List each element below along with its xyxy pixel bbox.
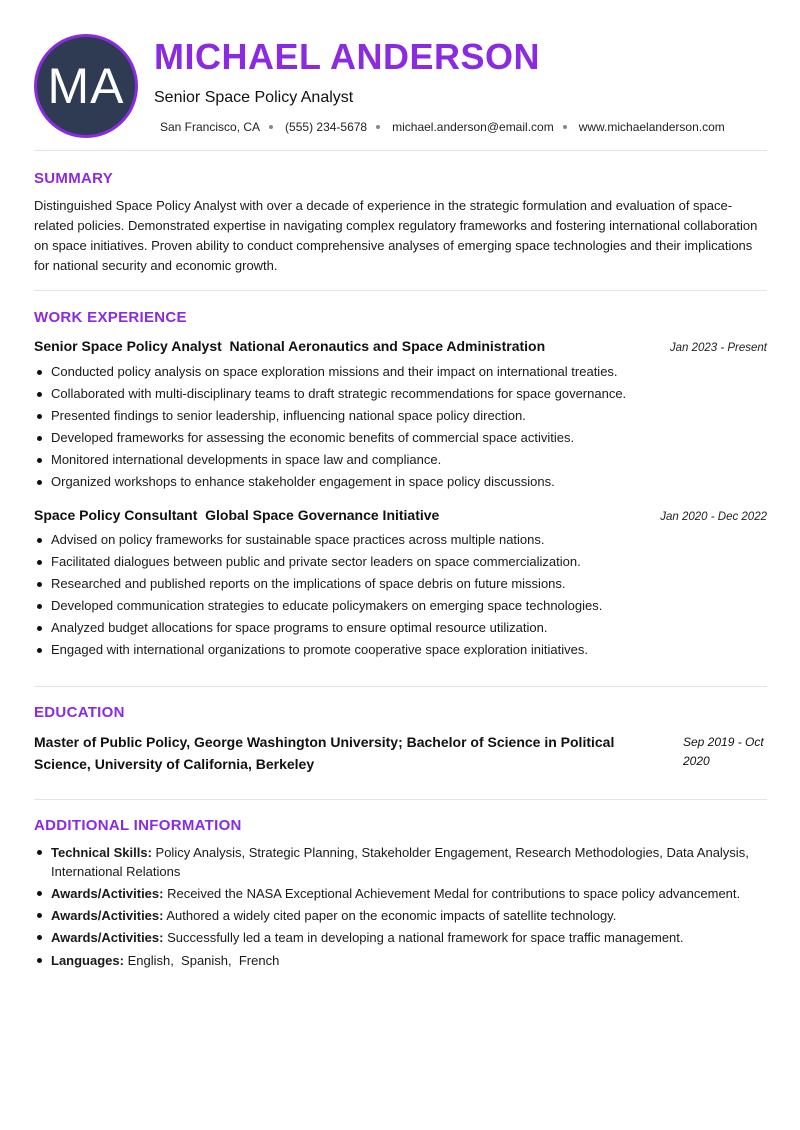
contact-bar [160, 120, 725, 134]
experience-heading: WORK EXPERIENCE [34, 309, 187, 326]
list-item: Collaborated with multi-disciplinary teams to draft strategic recommendations for space governance. [34, 383, 764, 405]
item-text: Policy Analysis, Strategic Planning, Stakeholder Engagement, Research Methodologies, Data Analysis, International Relations [51, 845, 749, 879]
list-item: Monitored international developments in space law and compliance. [34, 449, 764, 471]
job-bullets [34, 361, 764, 493]
education-entry [34, 731, 767, 775]
list-item [34, 843, 764, 881]
item-text: English, Spanish, French [123, 953, 280, 968]
job-header [34, 507, 767, 523]
contact-phone: (555) 234-5678 [285, 120, 368, 134]
job-date: Jan 2023 - Present [669, 342, 767, 354]
list-item [34, 884, 764, 903]
divider [34, 290, 767, 291]
list-item: Analyzed budget allocations for space programs to ensure optimal resource utilization. [34, 617, 764, 639]
summary-heading: SUMMARY [34, 170, 114, 187]
list-item: Presented findings to senior leadership, influencing national space policy direction. [34, 405, 764, 427]
item-label: Technical Skills: [51, 845, 152, 860]
additional-heading: ADDITIONAL INFORMATION [34, 817, 242, 834]
list-item: Engaged with international organizations to promote cooperative space exploration initiatives. [34, 639, 764, 661]
list-item: Conducted policy analysis on space exploration missions and their impact on international treaties. [34, 361, 764, 383]
candidate-role: Senior Space Policy Analyst [154, 89, 354, 106]
divider [34, 686, 767, 687]
education-heading: EDUCATION [34, 704, 125, 721]
item-label: Awards/Activities: [51, 930, 164, 945]
item-text: Received the NASA Exceptional Achievement Medal for contributions to space policy advancement. [163, 886, 741, 901]
list-item: Facilitated dialogues between public and private sector leaders on space commercialization. [34, 551, 764, 573]
list-item: Researched and published reports on the implications of space debris on future missions. [34, 573, 764, 595]
contact-website[interactable]: www.michaelanderson.com [578, 120, 725, 134]
job-header [34, 338, 767, 354]
item-text: Successfully led a team in developing a national framework for space traffic management. [163, 930, 684, 945]
education-date: Sep 2019 - Oct 2020 [683, 735, 764, 768]
list-item: Organized workshops to enhance stakeholder engagement in space policy discussions. [34, 471, 764, 493]
item-label: Awards/Activities: [51, 908, 164, 923]
item-text: Authored a widely cited paper on the economic impacts of satellite technology. [163, 908, 617, 923]
job-title: Space Policy Consultant Global Space Governance Initiative [34, 507, 440, 523]
candidate-name: MICHAEL ANDERSON [154, 36, 541, 77]
job-bullets [34, 529, 764, 661]
avatar [34, 34, 138, 138]
list-item: Developed frameworks for assessing the economic benefits of commercial space activities. [34, 427, 764, 449]
divider [34, 150, 767, 151]
summary-text: Distinguished Space Policy Analyst with over a decade of experience in the strategic formulation and evaluation of space-related policies. Demonstrated expertise in navigating complex regulatory frameworks and fostering international collaboration on space initiatives. Proven ability to conduct comprehensive analyses of emerging space technologies and their implications for national security and economic growth. [34, 198, 758, 273]
separator-dot [563, 125, 567, 129]
avatar-initials: MA [47, 58, 125, 114]
contact-location: San Francisco, CA [160, 120, 261, 134]
separator-dot [269, 125, 273, 129]
list-item: Developed communication strategies to educate policymakers on emerging space technologies. [34, 595, 764, 617]
item-label: Awards/Activities: [51, 886, 164, 901]
separator-dot [376, 125, 380, 129]
item-label: Languages: [51, 953, 124, 968]
job-date: Jan 2020 - Dec 2022 [660, 511, 767, 523]
additional-list [34, 843, 764, 973]
contact-email[interactable]: michael.anderson@email.com [392, 120, 554, 134]
list-item [34, 906, 764, 925]
list-item: Advised on policy frameworks for sustainable space practices across multiple nations. [34, 529, 764, 551]
job-title: Senior Space Policy Analyst National Aeronautics and Space Administration [34, 338, 546, 354]
divider [34, 799, 767, 800]
education-degree: Master of Public Policy, George Washington University; Bachelor of Science in Political Science, University of California, Berkeley [34, 734, 615, 772]
list-item [34, 951, 764, 970]
list-item [34, 928, 764, 947]
